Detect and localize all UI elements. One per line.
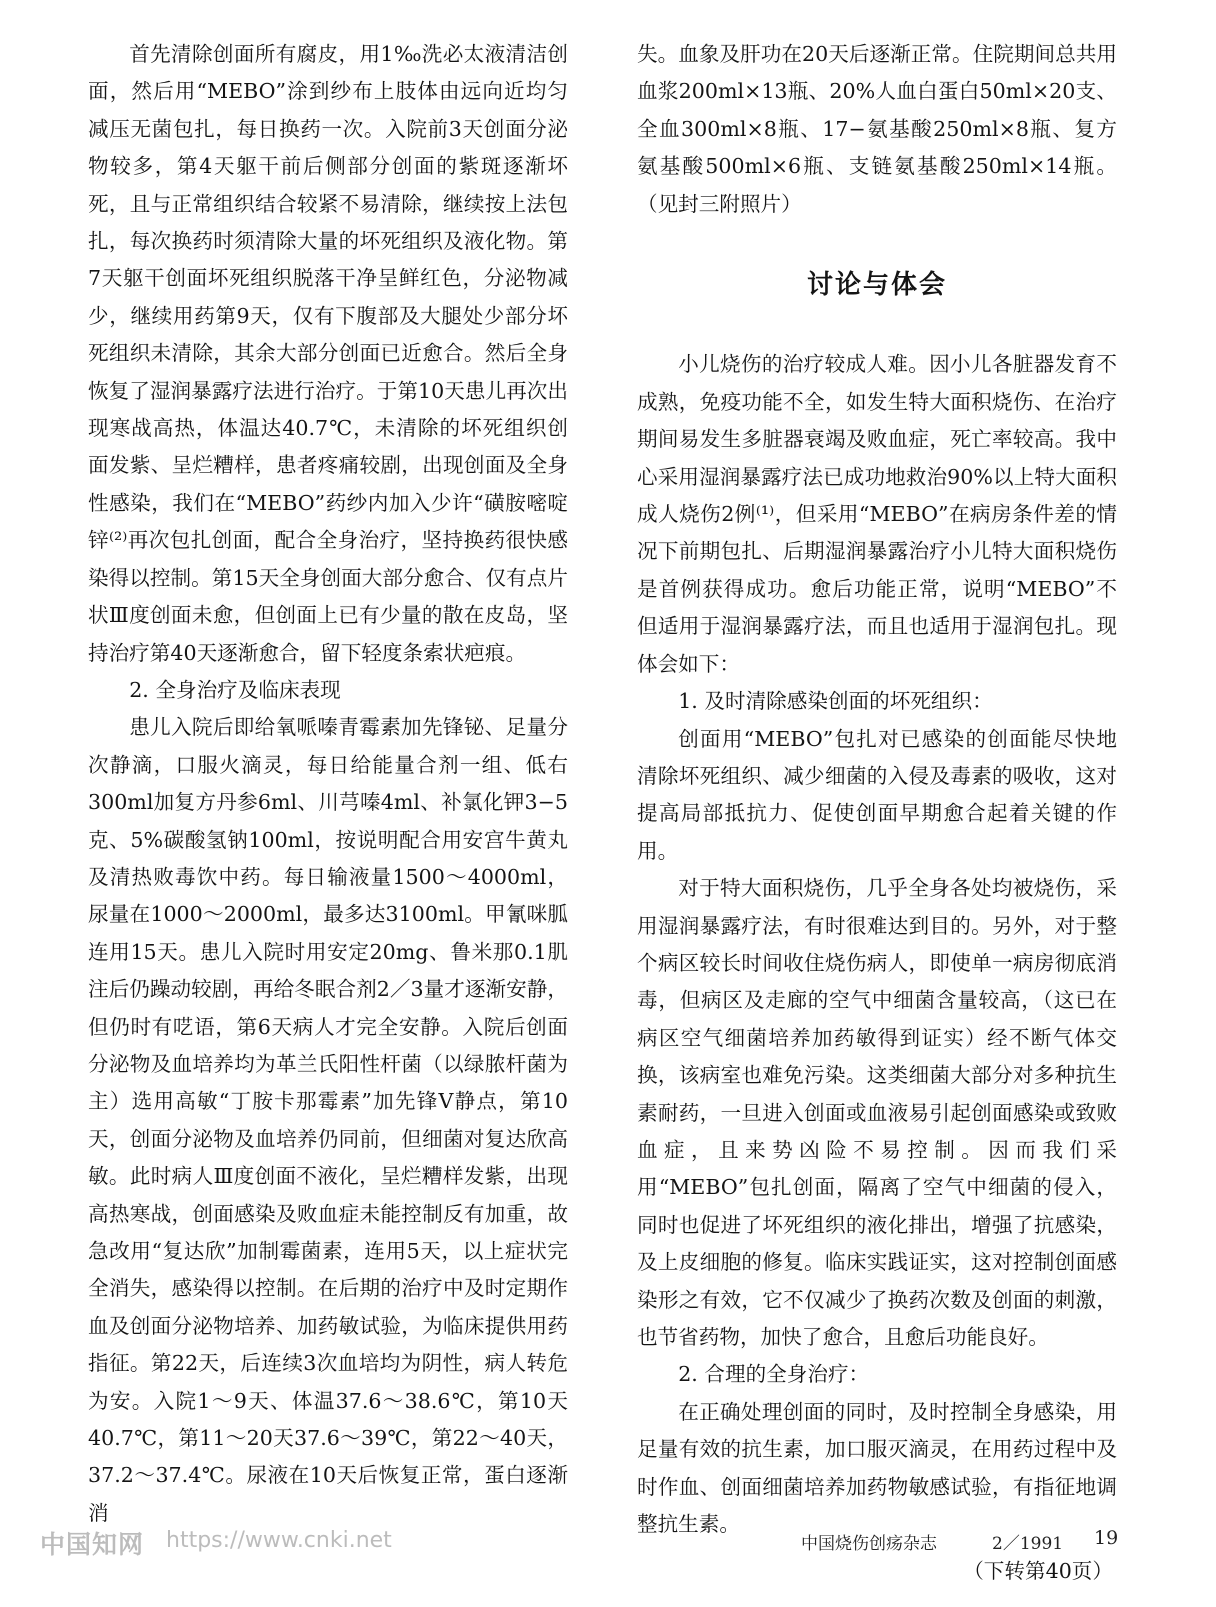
journal-name: 中国烧伤创疡杂志 (801, 1534, 937, 1554)
right-column (637, 36, 1117, 1591)
page-number: 19 (1094, 1527, 1119, 1549)
left-column (88, 36, 568, 1532)
continued-note: （下转第40页） (963, 1559, 1113, 1584)
paragraph: 在正确处理创面的同时，及时控制全身感染，用足量有效的抗生素，加口服灭滴灵，在用药过程中及时作血、创面细菌培养加药物敏感试验，有指征地调整抗生素。 (637, 1399, 1117, 1537)
paragraph: 创面用“MEBO”包扎对已感染的创面能尽快地清除坏死组织、减少细菌的入侵及毒素的吸收，这对提高局部抵抗力、促使创面早期愈合起着关键的作用。 (637, 726, 1117, 863)
paragraph: 小儿烧伤的治疗较成人难。因小儿各脏器发育不成熟，免疫功能不全，如发生特大面积烧伤、在治疗期间易发生多脏器衰竭及败血症，死亡率较高。我中心采用湿润暴露疗法已成功地救治90%以上特大面积成人烧伤2例⁽¹⁾，但采用“MEBO”在病房条件差的情况下前期包扎、后期湿润暴露治疗小儿特大面积烧伤是首例获得成功。愈后功能正常，说明“MEBO”不但适用于湿润暴露疗法，而且也适用于湿润包扎。现体会如下： (637, 352, 1117, 676)
subsection-title: 2. 全身治疗及临床表现 (129, 677, 341, 702)
paragraph: 首先清除创面所有腐皮，用1‰洗必太液清洁创面，然后用“MEBO”涂到纱布上肢体由远向近均匀减压无菌包扎，每日换药一次。入院前3天创面分泌物较多，第4天躯干前后侧部分创面的紫斑逐渐坏死，且与正常组织结合较紧不易清除，继续按上法包扎，每次换药时须清除大量的坏死组织及液化物。第7天躯干创面坏死组织脱落干净呈鲜红色，分泌物减少，继续用药第9天，仅有下腹部及大腿处少部分坏死组织未清除，其余大部分创面已近愈合。然后全身恢复了湿润暴露疗法进行治疗。于第10天患儿再次出现寒战高热，体温达40.7℃，未清除的坏死组织创面发紫、呈烂糟样，患者疼痛较剧，出现创面及全身性感染，我们在“MEBO”药纱内加入少许“磺胺嘧啶锌⁽²⁾再次包扎创面，配合全身治疗，坚持换药很快感染得以控制。第15天全身创面大部分愈合、仅有点片状Ⅲ度创面未愈，但创面上已有少量的散在皮岛，坚持治疗第40天逐渐愈合，留下轻度条索状疤痕。 (88, 42, 568, 665)
cnki-logo[interactable]: 中国知网 (40, 1530, 145, 1559)
subsection-title: 2. 合理的全身治疗： (678, 1362, 870, 1387)
section-heading: 讨论与体会 (806, 270, 947, 301)
continued-paragraph: 失。血象及肝功在20天后逐渐正常。住院期间总共用血浆200ml×13瓶、20%人血白蛋白50ml×20支、全血300ml×8瓶、17−氨基酸250ml×8瓶、复方氨基酸500ml×6瓶、支链氨基酸250ml×14瓶。（见封三附照片） (637, 42, 1117, 216)
paragraph: 对于特大面积烧伤，几乎全身各处均被烧伤，采用湿润暴露疗法，有时很难达到目的。另外，对于整个病区较长时间收住烧伤病人，即使单一病房彻底消毒，但病区及走廊的空气中细菌含量较高，（这已在病区空气细菌培养加药敏得到证实）经不断气体交换，该病室也难免污染。这类细菌大部分对多种抗生素耐药，一旦进入创面或血液易引起创面感染或致败血症，且来势凶险不易控制。因而我们采用“MEBO”包扎创面，隔离了空气中细菌的侵入，同时也促进了坏死组织的液化排出，增强了抗感染，及上皮细胞的修复。临床实践证实，这对控制创面感染形之有效，它不仅减少了换药次数及创面的刺激，也节省药物，加快了愈合，且愈后功能良好。 (637, 876, 1117, 1349)
page-footer (0, 1525, 1216, 1565)
subsection-title: 1. 及时清除感染创面的坏死组织： (678, 689, 993, 714)
paragraph: 患儿入院后即给氧哌嗪青霉素加先锋铋、足量分次静滴，口服火滴灵，每日给能量合剂一组、低右300ml加复方丹参6ml、川芎嗪4ml、补氯化钾3−5克、5%碳酸氢钠100ml，按说明配合用安宫牛黄丸及清热败毒饮中药。每日输液量1500～4000ml，尿量在1000～2000ml，最多达3100ml。甲氰咪胍连用15天。患儿入院时用安定20mg、鲁米那0.1肌注后仍躁动较剧，再给冬眠合剂2／3量才逐渐安静，但仍时有呓语，第6天病人才完全安静。入院后创面分泌物及血培养均为革兰氏阳性杆菌（以绿脓杆菌为主）选用高敏“丁胺卡那霉素”加先锋V静点，第10天，创面分泌物及血培养仍同前，但细菌对复达欣高敏。此时病人Ⅲ度创面不液化，呈烂糟样发紫，出现高热寒战，创面感染及败血症未能控制反有加重，故急改用“复达欣”加制霉菌素，连用5天，以上症状完全消失，感染得以控制。在后期的治疗中及时定期作血及创面分泌物培养、加药敏试验，为临床提供用药指征。第22天，后连续3次血培均为阴性，病人转危为安。入院1～9天、体温37.6～38.6℃，第10天40.7℃，第11～20天37.6～39℃，第22～40天，37.2～37.4℃。尿液在10天后恢复正常，蛋白逐渐消 (88, 715, 568, 1525)
source-url[interactable]: https://www.cnki.net (166, 1528, 392, 1553)
issue-number: 2／1991 (992, 1534, 1064, 1554)
